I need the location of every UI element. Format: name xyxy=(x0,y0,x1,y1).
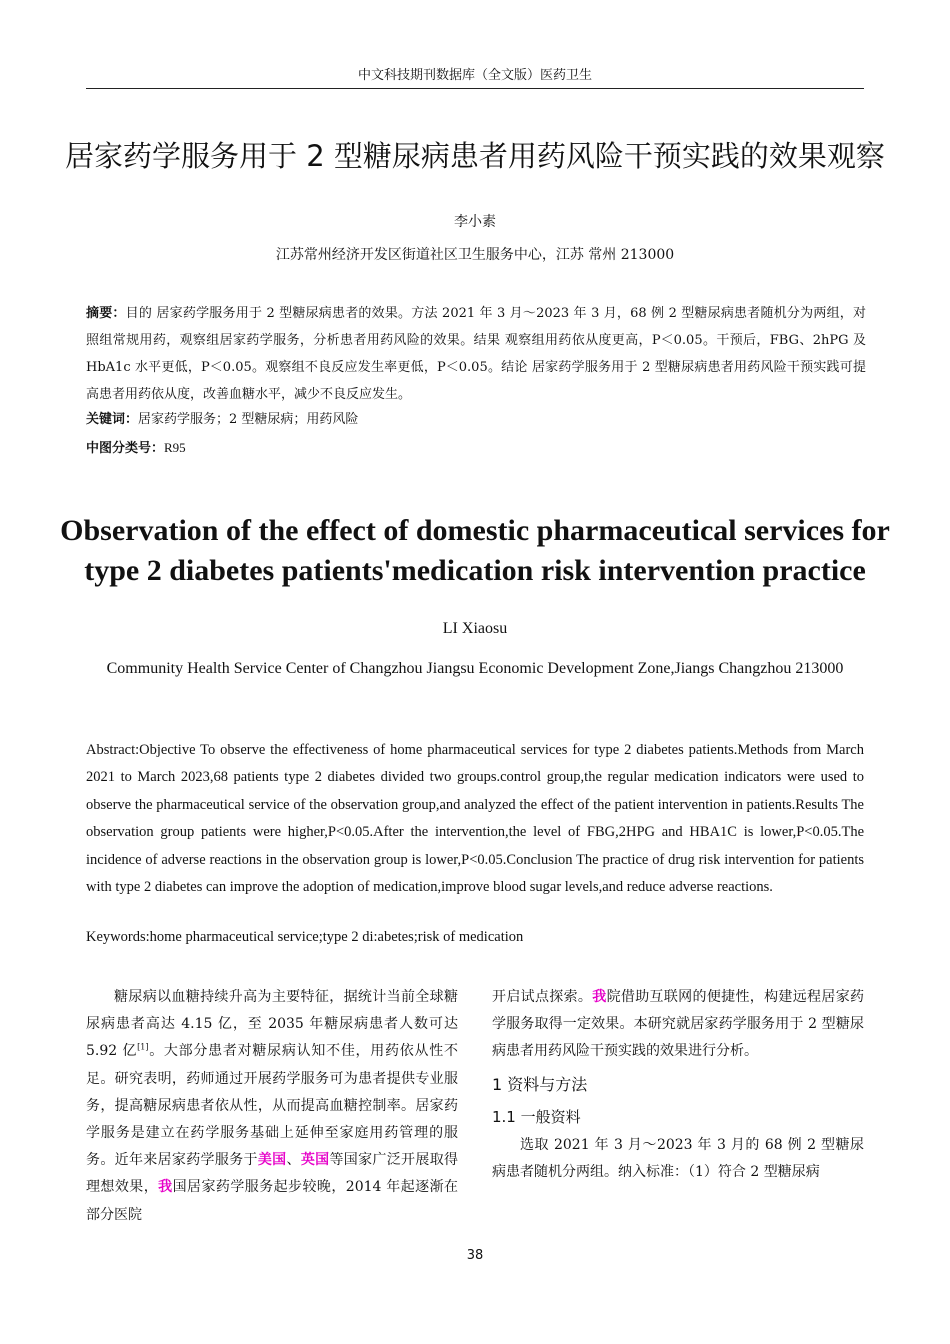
highlight-wo-2: 我 xyxy=(592,989,607,1005)
page-number: 38 xyxy=(466,1248,484,1263)
chinese-keywords xyxy=(86,408,866,427)
section-heading-1: 1 资料与方法 xyxy=(492,1074,588,1094)
intro-cont-b: 院借助互联网的便捷性，构建远程居家药学服务取得一定效果。本研究就居家药学服务用于 2 型糖尿病患者用药风险干预实践的效果进行分析。 xyxy=(492,989,865,1060)
highlight-wo-1: 我 xyxy=(158,1179,173,1196)
reference-marker: [1] xyxy=(137,1042,149,1052)
body-column-left xyxy=(86,984,458,1229)
intro-paragraph xyxy=(86,984,458,1229)
intro-text-b: 。大部分患者对糖尿病认知不佳，用药依从性不足。研究表明，药师通过开展药学服务可为患者提供专业服务，提高糖尿病患者依从性，从而提高血糖控制率。居家药学服务是建立在药学服务基础上延伸至家庭用药管理的服务。近年来居家药学服务于 xyxy=(86,1043,459,1169)
body-column-right xyxy=(492,984,864,1186)
english-keywords: Keywords:home pharmaceutical service;type 2 di:abetes;risk of medication xyxy=(86,929,524,945)
highlight-usa: 美国 xyxy=(257,1152,287,1169)
classification-label: 中图分类号： xyxy=(86,441,165,456)
chinese-title: 居家药学服务用于 2 型糖尿病患者用药风险干预实践的效果观察 xyxy=(65,139,885,174)
classification-number xyxy=(86,437,866,456)
abstract-label: 摘要： xyxy=(86,306,126,321)
header-divider xyxy=(86,88,864,89)
journal-header: 中文科技期刊数据库（全文版）医药卫生 xyxy=(357,68,592,83)
abstract-text: 目的 居家药学服务用于 2 型糖尿病患者的效果。方法 2021 年 3 月～2023 年 3 月，68 例 2 型糖尿病患者随机分为两组，对照组常规用药，观察组居家药学服务，分析患者用药风险的效果。结果 观察组用药依从度更高，P＜0.05。干预后，FBG、2hPG 及 HbA1c 水平更低，P＜0.05。观察组不良反应发生率更低，P＜0.05。结论 居家药学服务用于 2 型糖尿病患者用药风险干预实践可提高患者用药依从度，改善血糖水平，减少不良反应发生。 xyxy=(86,306,866,402)
intro-text-a: 糖尿病以血糖持续升高为主要特征，据统计当前全球糖尿病患者高达 4.15 亿，至 2035 年糖尿病患者人数可达 5.92 亿 xyxy=(86,989,458,1060)
english-affiliation: Community Health Service Center of Changzhou Jiangsu Economic Development Zone,Jiangs Changzhou 213000 xyxy=(106,660,844,677)
general-data-paragraph: 选取 2021 年 3 月～2023 年 3 月的 68 例 2 型糖尿病患者随机分两组。纳入标准：（1）符合 2 型糖尿病 xyxy=(492,1136,864,1180)
chinese-affiliation: 江苏常州经济开发区街道社区卫生服务中心，江苏 常州 213000 xyxy=(275,247,675,263)
chinese-author: 李小素 xyxy=(454,214,496,230)
highlight-uk: 英国 xyxy=(300,1152,330,1169)
english-title: Observation of the effect of domestic pharmaceutical services for type 2 diabetes patients'medication risk intervention practice xyxy=(60,513,890,587)
intro-text-c: 等国家广泛开展取得理想效果， xyxy=(86,1152,459,1196)
section-heading-1-1: 1.1 一般资料 xyxy=(492,1107,581,1126)
separator: 、 xyxy=(286,1152,301,1169)
keywords-text: 居家药学服务；2 型糖尿病；用药风险 xyxy=(138,412,359,427)
intro-cont-a: 开启试点探索。 xyxy=(492,989,593,1005)
classification-value: R95 xyxy=(164,440,186,455)
keywords-label: 关键词： xyxy=(86,412,139,427)
english-author: LI Xiaosu xyxy=(442,620,508,637)
chinese-abstract xyxy=(86,300,866,408)
intro-paragraph-continued xyxy=(492,984,864,1066)
english-abstract: Abstract:Objective To observe the effectiveness of home pharmaceutical services for type 2 diabetes patients.Methods from March 2021 to March 2023,68 patients type 2 diabetes divided two groups.control group,the regular medication indicators were used to observe the pharmaceutical service of the observation group,and analyzed the effect of the patient intervention in patients.Results The observation group patients were higher,P<0.05.After the intervention,the level of FBG,2HPG and HBA1C is lower,P<0.05.The incidence of adverse reactions in the observation group is lower,P<0.05.Conclusion The practice of drug risk intervention for patients with type 2 diabetes can improve the adoption of medication,improve blood sugar levels,and reduce adverse reactions. xyxy=(86,742,864,896)
intro-text-d: 国居家药学服务起步较晚，2014 年起逐渐在部分医院 xyxy=(86,1179,459,1223)
